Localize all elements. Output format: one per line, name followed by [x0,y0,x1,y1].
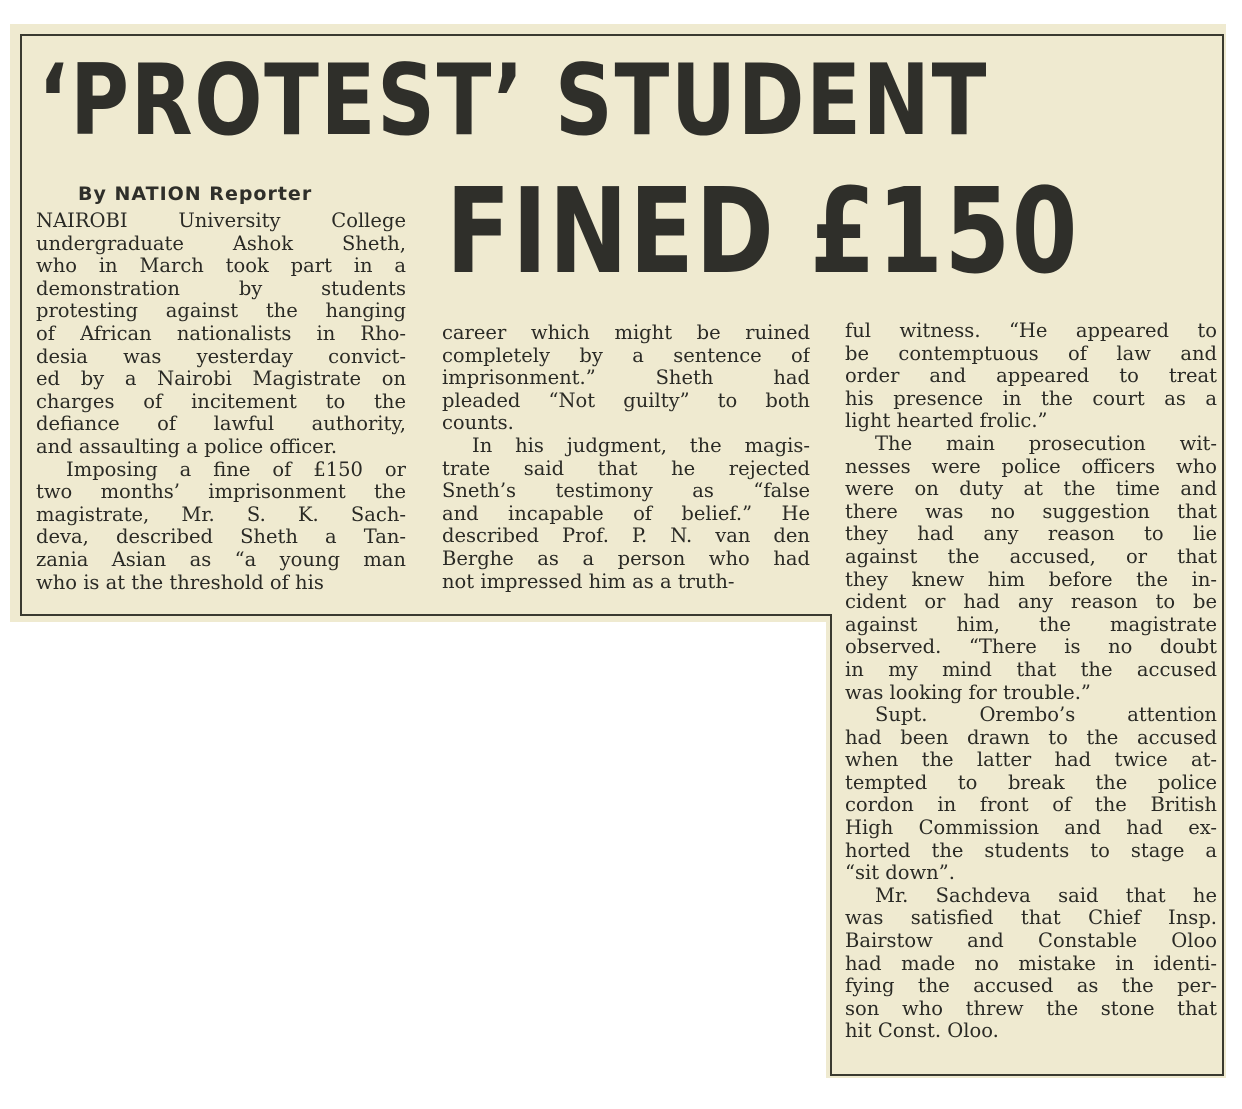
article-text-line: charges of incitement to the [36,390,406,413]
article-text-line: not impressed him as a truth- [442,570,735,593]
article-text-line: imprisonment.” Sheth had [442,367,810,390]
article-text-line: was looking for trouble.” [845,681,1091,704]
article-text-line: Sneth’s testimony as “false [442,480,810,503]
right-border [1222,34,1224,1076]
article-column-2 [442,322,810,593]
article-text-line: deva, described Sheth a Tan- [36,526,406,549]
article-text-line: Supt. Orembo’s attention [875,704,1217,727]
article-text-line: hit Const. Oloo. [845,1020,999,1043]
headline-line-2: FINED £150 [446,162,1080,300]
article-text-line: be contemptuous of law and [845,342,1217,365]
article-text-line: in my mind that the accused [845,658,1217,681]
article-text-line: Bairstow and Constable Oloo [845,930,1217,953]
article-text-line: NAIROBI University College [36,210,406,232]
article-text-line: magistrate, Mr. S. K. Sach- [36,503,406,526]
article-text-line: ed by a Nairobi Magistrate on [36,368,406,391]
article-text-line: pleaded “Not guilty” to both [442,389,810,412]
article-text-line: they knew him before the in- [845,568,1217,591]
article-text-line: order and appeared to treat [845,365,1217,388]
article-text-line: were on duty at the time and [845,478,1217,501]
article-text-line: Imposing a fine of £150 or [66,458,406,481]
article-text-line: defiance of lawful authority, [36,413,406,436]
article-text-line: who in March took part in a [36,255,406,278]
article-text-line: desia was yesterday convict- [36,345,406,368]
article-text-line: and incapable of belief.” He [442,502,810,525]
article-text-line: counts. [442,412,514,435]
top-border [20,34,1224,36]
article-text-line: zania Asian as “a young man [36,548,406,571]
article-text-line: had been drawn to the accused [845,726,1217,749]
article-text-line: was satisfied that Chief Insp. [845,907,1217,930]
left-border [20,34,22,616]
article-text-line: there was no suggestion that [845,500,1217,523]
article-text-line: High Commission and had ex- [845,817,1217,840]
byline: By NATION Reporter [78,183,313,205]
article-text-line: Berghe as a person who had [442,547,810,570]
article-text-line: nesses were police officers who [845,455,1217,478]
article-text-line: protesting against the hanging [36,300,406,323]
article-column-1 [36,210,406,594]
article-text-line: demonstration by students [36,277,406,300]
article-text-line: In his judgment, the magis- [472,434,810,457]
article-text-line: against him, the magistrate [845,613,1217,636]
article-text-line: they had any reason to lie [845,523,1217,546]
headline-line-1: ‘PROTEST’ STUDENT [38,44,989,158]
article-text-line: described Prof. P. N. van den [442,525,810,548]
article-text-line: horted the students to stage a [845,839,1217,862]
article-text-line: had made no mistake in identi- [845,952,1217,975]
article-text-line: who is at the threshold of his [36,571,324,594]
article-text-line: observed. “There is no doubt [845,636,1217,659]
article-text-line: his presence in the court as a [845,387,1217,410]
article-text-line: against the accused, or that [845,545,1217,568]
bottom-right-border [830,1074,1224,1076]
article-text-line: fying the accused as the per- [845,975,1217,998]
article-text-line: of African nationalists in Rho- [36,322,406,345]
article-text-line: Mr. Sachdeva said that he [875,884,1217,907]
article-text-line: son who threw the stone that [845,997,1217,1020]
article-text-line: undergraduate Ashok Sheth, [36,232,406,255]
article-text-line: and assaulting a police officer. [36,435,338,458]
article-text-line: trate said that he rejected [442,457,810,480]
article-text-line: career which might be ruined [442,322,810,344]
inner-vertical-border [830,614,832,1076]
article-text-line: cordon in front of the British [845,794,1217,817]
article-text-line: cident or had any reason to be [845,591,1217,614]
article-text-line: tempted to break the police [845,771,1217,794]
article-text-line: The main prosecution wit- [875,432,1217,455]
article-text-line: light hearted frolic.” [845,410,1048,433]
article-text-line: “sit down”. [845,862,955,885]
bottom-left-border [20,614,832,616]
article-text-line: when the latter had twice at- [845,749,1217,772]
article-text-line: completely by a sentence of [442,344,810,367]
article-column-3 [845,320,1217,1043]
article-text-line: two months’ imprisonment the [36,481,406,504]
article-text-line: ful witness. “He appeared to [845,320,1217,342]
